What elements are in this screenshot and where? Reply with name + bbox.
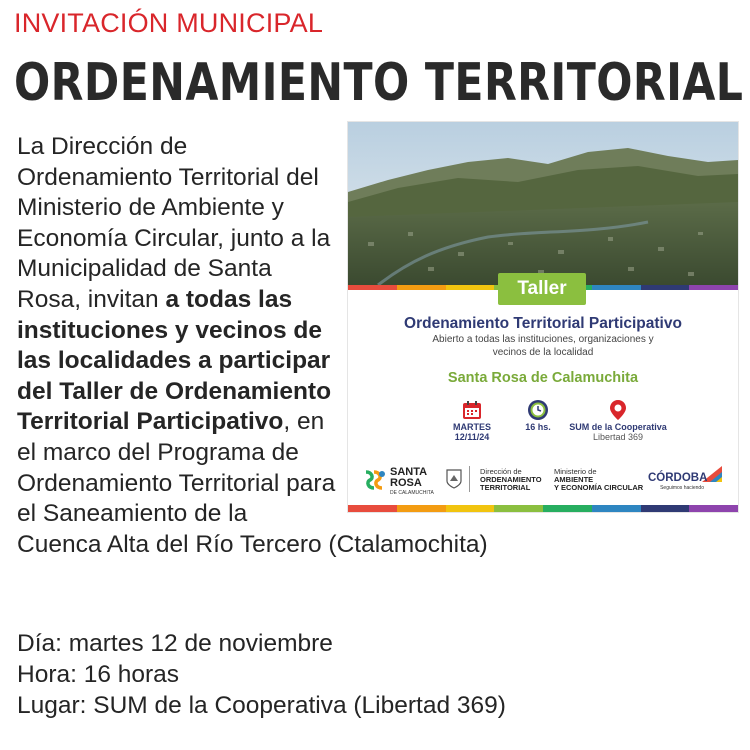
ministerio-logo: Ministerio de AMBIENTE Y ECONOMÍA CIRCULAR	[554, 467, 644, 492]
clock-icon	[526, 398, 550, 422]
municipal-shield-icon	[446, 469, 462, 489]
body-intro: La Dirección de Ordenamiento Territorial del Ministerio de Ambiente y Economía Circular, junto a la Municipalidad de Santa Rosa, invitan	[17, 133, 331, 313]
logo-divider	[469, 466, 470, 492]
landscape-photo	[348, 122, 738, 285]
poster-place: Santa Rosa de Calamuchita	[447, 370, 639, 386]
poster-venue-sub: Libertad 369	[592, 432, 644, 442]
poster-date	[440, 422, 504, 442]
poster-subtitle: Abierto a todas las instituciones, organizaciones y vecinos de la localidad	[432, 334, 654, 358]
taller-badge: Taller	[498, 273, 586, 305]
kicker: INVITACIÓN MUNICIPAL	[14, 8, 324, 38]
detail-time: Hora: 16 horas	[17, 661, 180, 688]
poster-card	[348, 122, 738, 512]
poster-date-day: MARTES	[453, 422, 491, 432]
location-pin-icon	[606, 398, 630, 422]
color-stripe-bottom	[348, 505, 738, 512]
santa-rosa-logo-mark	[362, 468, 386, 492]
santa-rosa-logo: SANTA ROSA DE CALAMUCHITA	[390, 466, 434, 496]
body-outro: , en el marco del Programa de Ordenamiento Territorial para el Saneamiento de la Cuenca Alta del Río Tercero (Ctalamochita)	[17, 408, 488, 558]
poster-title: Ordenamiento Territorial Participativo	[404, 315, 682, 332]
poster-venue-name: SUM de la Cooperativa	[569, 422, 667, 432]
poster-venue	[562, 422, 674, 442]
calendar-icon	[460, 398, 484, 422]
poster-date-num: 12/11/24	[454, 432, 490, 442]
body-bold: a todas las instituciones y vecinos de las localidades a participar del Taller de Ordenamiento Territorial Participativo	[17, 285, 332, 436]
event-details	[17, 628, 506, 721]
headline: ORDENAMIENTO TERRITORIAL	[14, 53, 744, 113]
detail-day: Día: martes 12 de noviembre	[17, 630, 333, 657]
direccion-logo: Dirección de ORDENAMIENTO TERRITORIAL	[480, 467, 542, 492]
detail-place: Lugar: SUM de la Cooperativa (Libertad 369)	[17, 692, 506, 719]
poster-time: 16 hs.	[525, 422, 551, 432]
logos-row	[348, 462, 738, 502]
cordoba-logo: CÓRDOBA Seguimos haciendo	[648, 472, 708, 491]
